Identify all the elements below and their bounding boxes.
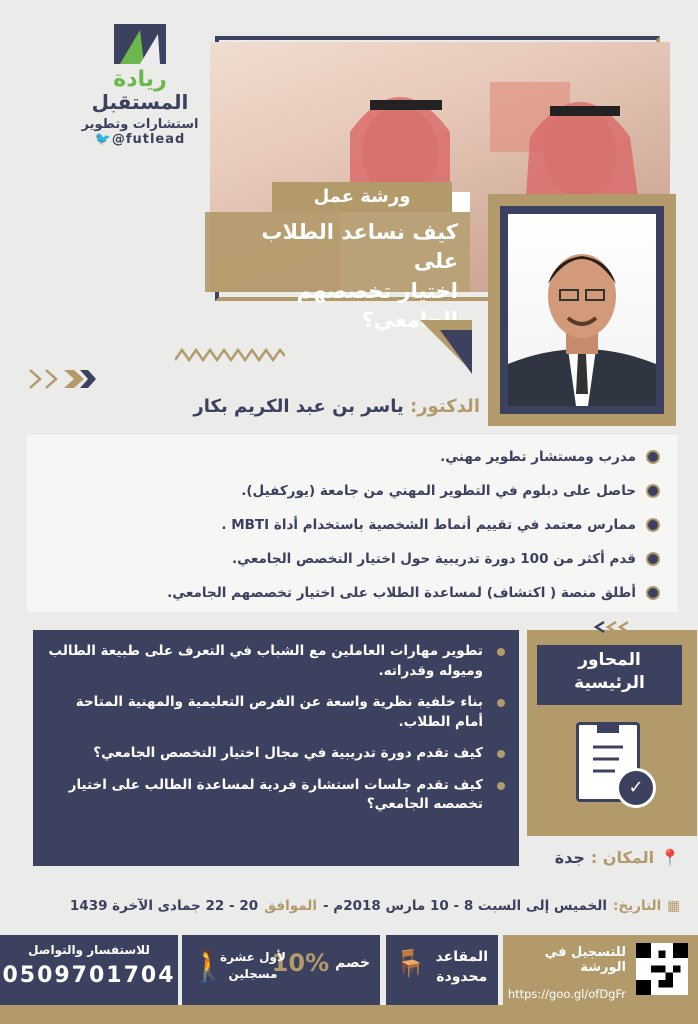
bio-item-text: مدرب ومستشار تطوير مهني. xyxy=(440,449,636,465)
discount-percent: 10% xyxy=(271,949,330,977)
date-label: التاريخ: xyxy=(612,898,662,914)
seats-line2: محدودة xyxy=(436,969,488,986)
seats-line1: المقاعد xyxy=(435,949,488,965)
date-gregorian: الخميس إلى السبت 8 - 10 مارس 2018م - xyxy=(322,898,607,914)
speaker-prefix: الدكتور: xyxy=(410,396,480,417)
location-label: المكان : xyxy=(590,848,655,867)
discount-line3: مسجلين xyxy=(228,966,278,981)
discount-box xyxy=(182,935,380,1005)
chevrons-decor-icon xyxy=(592,620,632,634)
bullet-icon xyxy=(646,552,660,566)
logo-subtitle: استشارات وتطوير xyxy=(81,117,199,133)
bullet-icon xyxy=(646,450,660,464)
location xyxy=(520,848,680,867)
bottom-band xyxy=(0,1005,698,1024)
arrows-decor-icon xyxy=(28,366,98,392)
date-hijri: 20 - 22 جمادى الآخرة 1439 xyxy=(69,898,259,914)
speaker-name-text: ياسر بن عبد الكريم بكار xyxy=(193,396,404,417)
axes-list xyxy=(45,642,505,827)
calendar-icon: ▦ xyxy=(667,898,680,914)
bio-item-text: أطلق منصة ( اكتشاف) لمساعدة الطلاب على اختيار تخصصهم الجامعي. xyxy=(167,585,636,601)
discount-word: خصم xyxy=(335,955,370,971)
bio-item-text: حاصل على دبلوم في التطوير المهني من جامعة (يوركفيل). xyxy=(241,483,636,499)
bullet-icon xyxy=(646,484,660,498)
location-pin-icon: 📍 xyxy=(660,848,680,867)
axes-item: تطوير مهارات العاملين مع الشباب في التعرف على طبيعة الطالب وميوله وقدراته. xyxy=(45,642,505,681)
registration-label: للتسجيل في الورشة xyxy=(544,945,626,975)
registration-link[interactable]: https://goo.gl/ofDgFr xyxy=(507,987,626,1001)
twitter-icon: 🐦 xyxy=(94,132,112,148)
discount-line2: لأول عشرة xyxy=(220,950,286,964)
workshop-tag: ورشة عمل xyxy=(272,182,452,212)
contact-box xyxy=(0,935,178,1005)
bio-item xyxy=(40,474,660,508)
bullet-icon xyxy=(646,586,660,600)
bio-item-text: قدم أكثر من 100 دورة تدريبية حول اختيار التخصص الجامعي. xyxy=(232,551,636,567)
chair-icon: 🪑 xyxy=(394,949,427,979)
speaker-illustration xyxy=(508,214,656,406)
bio-item-text: ممارس معتمد في تقييم أنماط الشخصية باستخدام أداة MBTI . xyxy=(221,517,636,533)
logo-name-line2: المستقبل xyxy=(91,90,189,115)
bio-item xyxy=(40,440,660,474)
speaker-photo xyxy=(508,214,656,406)
bio-item xyxy=(40,576,660,610)
axes-heading-line2: الرئيسية xyxy=(574,672,645,693)
logo-name-line1: ريادة xyxy=(113,67,167,92)
workshop-title-line1: كيف نساعد الطلاب على xyxy=(261,220,458,274)
twitter-handle[interactable] xyxy=(80,132,200,147)
brand-logo xyxy=(80,20,200,147)
person-icon: 🚶 xyxy=(190,949,228,984)
decor-triangle-navy xyxy=(440,330,472,374)
twitter-handle-text: @futlead xyxy=(111,132,186,148)
bio-item xyxy=(40,542,660,576)
workshop-title xyxy=(205,212,470,333)
qr-code-icon[interactable] xyxy=(636,943,688,995)
zigzag-decor xyxy=(175,348,285,362)
registration-box xyxy=(503,935,698,1005)
seats-box xyxy=(386,935,498,1005)
axes-heading xyxy=(537,645,682,705)
contact-label: للاستفسار والتواصل xyxy=(28,943,150,957)
bio-item xyxy=(40,508,660,542)
check-icon: ✓ xyxy=(616,768,656,808)
logo-mark-icon xyxy=(110,20,170,68)
date-hijri-label: الموافق xyxy=(264,898,317,914)
axes-heading-line1: المحاور xyxy=(578,650,641,670)
axes-item: بناء خلفية نظرية واسعة عن الفرص التعليمية والمهنية المتاحة أمام الطلاب. xyxy=(45,693,505,732)
axes-item: كيف تقدم دورة تدريبية في مجال اختيار التخصص الجامعي؟ xyxy=(45,744,505,764)
bullet-icon xyxy=(646,518,660,532)
contact-phone[interactable]: 0509701704 xyxy=(2,963,176,988)
workshop-title-line2: اختيار تخصصهم الجامعي؟ xyxy=(296,278,458,333)
speaker-name xyxy=(130,396,480,417)
bio-list xyxy=(40,440,660,610)
location-value: جدة xyxy=(554,848,585,867)
axes-item: كيف تقدم جلسات استشارة فردية لمساعدة الطالب على اختيار تخصصه الجامعي؟ xyxy=(45,776,505,815)
date-line xyxy=(30,898,680,914)
